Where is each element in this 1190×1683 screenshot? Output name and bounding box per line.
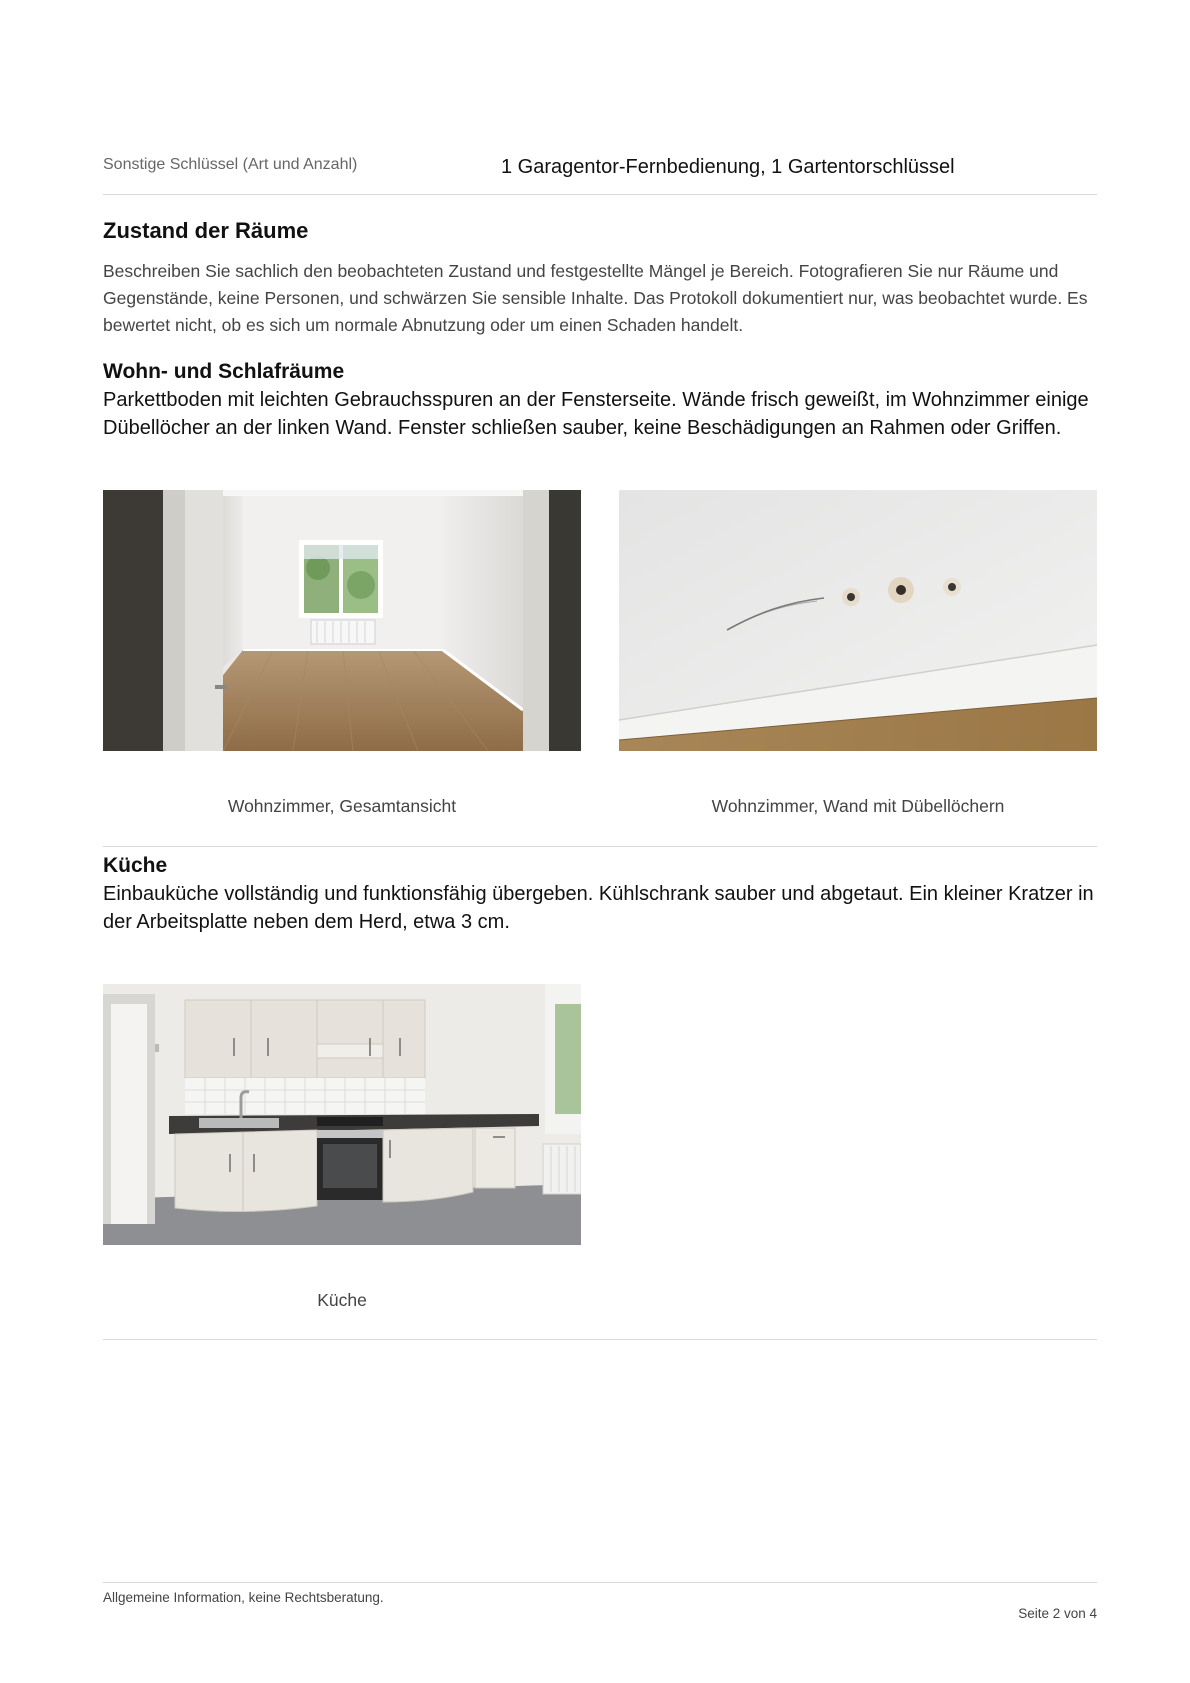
- room-description: Parkettboden mit leichten Gebrauchsspuren an der Fensterseite. Wände frisch geweißt, im Wohnzimmer einige Dübellöcher an der linken Wand. Fenster schließen sauber, keine Beschädigungen an Rahmen oder Griffen.: [103, 389, 1089, 439]
- photo-caption: Küche: [317, 1290, 367, 1310]
- footer-divider: [103, 1582, 1097, 1583]
- photo-caption: Wohnzimmer, Gesamtansicht: [227, 796, 457, 816]
- room-living-bedrooms: [103, 358, 1097, 442]
- room-title: Wohn- und Schlafräume: [103, 360, 345, 383]
- kitchen-image: [103, 984, 581, 1245]
- room-kitchen: [103, 852, 1097, 936]
- living-room-overview-image: [103, 490, 581, 751]
- room-description: Einbauküche vollständig und funktionsfähig übergeben. Kühlschrank sauber und abgetaut. Ein kleiner Kratzer in der Arbeitsplatte neben dem Herd, etwa 3 cm.: [103, 883, 1094, 933]
- other-keys-label: Sonstige Schlüssel (Art und Anzahl): [103, 156, 358, 173]
- photo-living-room-wall: [619, 490, 1097, 751]
- photo-caption: Wohnzimmer, Wand mit Dübellöchern: [711, 796, 1005, 816]
- footer-disclaimer: Allgemeine Information, keine Rechtsberatung.: [103, 1590, 384, 1605]
- section-title: Zustand der Räume: [103, 218, 309, 243]
- other-keys-row: [103, 150, 1097, 195]
- section-divider: [103, 846, 1097, 847]
- page-number: Seite 2 von 4: [1018, 1606, 1097, 1621]
- photo-living-room-overview: [103, 490, 581, 751]
- photo-kitchen: [103, 984, 581, 1245]
- section-divider: [103, 1339, 1097, 1340]
- wall-dowel-holes-image: [619, 490, 1097, 751]
- room-title: Küche: [103, 854, 168, 877]
- other-keys-value: 1 Garagentor-Fernbedienung, 1 Gartentorschlüssel: [501, 156, 955, 178]
- section-intro: Beschreiben Sie sachlich den beobachteten Zustand und festgestellte Mängel je Bereich. Fotografieren Sie nur Räume und Gegenstände, keine Personen, und schwärzen Sie sensible Inhalte. Das Protokoll dokumentiert nur, was beobachtet wurde. Es bewertet nicht, ob es sich um normale Abnutzung oder um einen Schaden handelt.: [103, 261, 1088, 335]
- protocol-page: [103, 0, 1097, 1683]
